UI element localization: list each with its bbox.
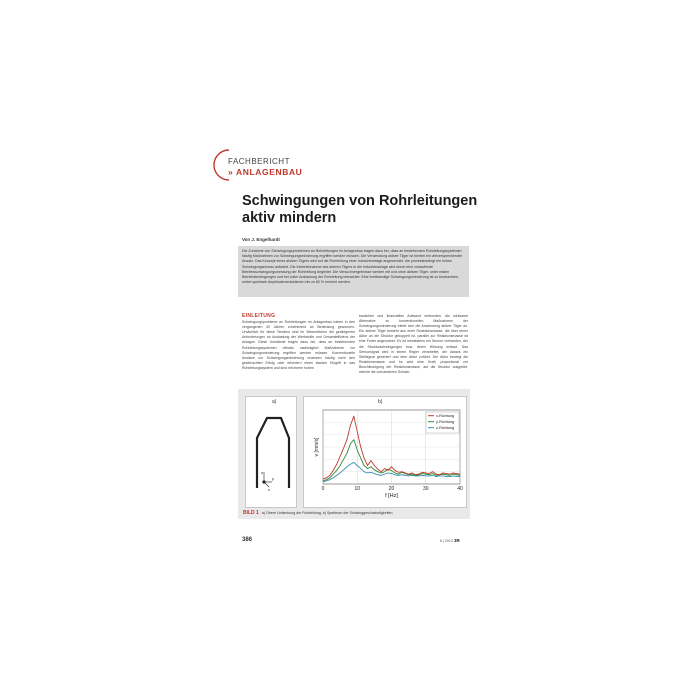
issue-info bbox=[440, 538, 460, 543]
article-author: Von J. Engelhardt bbox=[242, 237, 280, 242]
x-tick-label: 30 bbox=[422, 486, 429, 492]
figure-b-label: b) bbox=[378, 399, 383, 405]
caption-text: a) Obere Umlenkung der Rohrleitung, b) Spektrum der Schwinggeschwindigkeiten bbox=[261, 511, 393, 515]
article-title: Schwingungen von Rohrleitungen aktiv mindern bbox=[242, 193, 478, 226]
axis-label-y: y bbox=[272, 476, 274, 481]
abstract-text: Die Zunahme von Schwingungsproblemen an Rohrleitungen im Anlagenbau tragen dazu bei, dass an bestehenden Rohrleitungssystemen häufig Maßnahmen zur Schwingungsminderung ergriffen werden müssen. Die Verwendung aktiver Tilger ist hierbei ein vielversprechender Ansatz. Das Konzept eines aktiven Tilgers wird auf die Rohrleitung einer Industrieanlage angewendet, die prozessbedingt ein hohes Schwingungsniveau aufweist. Die Inbetriebnahme des aktiven Tilgers in der Industrieanlage wird durch eine vorlaufende Betriebsschwingungsmessung der Rohrleitung begleitet. Die Versuchsergebnisse werden mit und ohne aktiven Tilger, unter realen Betriebsbedingungen und bei voller Auslastung der Rohrleitung betrachtet. Eine breitbandige Schwingungsminderung ist zu beobachten, wobei spektrale Amplitudenreduktionen bis zu 60 % erreicht werden. bbox=[242, 249, 463, 285]
axis-label-x: x bbox=[268, 487, 270, 492]
section-kicker: FACHBERICHT bbox=[228, 157, 290, 166]
x-tick-label: 20 bbox=[388, 486, 395, 492]
axis-label-z: z bbox=[261, 470, 263, 475]
legend-label: y-Richtung bbox=[436, 420, 455, 424]
y-axis-label: v [mm/s] bbox=[314, 437, 320, 457]
journal-brand: 3R bbox=[453, 538, 460, 543]
pipe-sketch bbox=[245, 396, 295, 506]
body-text-1: Schwingungsprobleme an Rohrleitungen im Anlagenbau haben in den vergangenen 30 Jahren zunehmend an Bedeutung gewonnen. Ursächlich für diese Tendenz sind im Wesentlichen die gestiegenen Anforderungen an Auslastung der Werkstoffe und Gesamteffizienz der Anlagen. Diese Umstände tragen dazu bei, dass an bestehenden Rohrleitungssystemen oftmals nachträglich Maßnahmen zur Schwingungsminderung ergriffen werden müssen. Konventionelle Ansätze zur Schwingungsminderung erweisen häufig nicht den gewünschten Erfolg oder erfordern einen starken Eingriff in das Rohrleitungssystem und sind mit einem hohen bbox=[242, 320, 355, 370]
chart-legend bbox=[426, 412, 459, 433]
abstract-box bbox=[238, 246, 469, 297]
section-heading: EINLEITUNG bbox=[242, 313, 276, 319]
legend-label: z-Richtung bbox=[436, 426, 455, 430]
x-tick-label: 40 bbox=[457, 486, 463, 492]
figure-caption bbox=[243, 510, 392, 516]
x-tick-label: 10 bbox=[354, 486, 361, 492]
section-name: » ANLAGENBAU bbox=[228, 167, 303, 177]
body-text-2: baulichen und finanziellen Aufwand verbunden. Als wirksame Alternative zu konventionellen Maßnahmen der Schwingungsminderung bietet sich die Anwendung aktiver Tilger an. Ein aktiver Tilger besteht aus einer Reaktionsmasse, die über einen Aktor an die Struktur gekoppelt ist, parallel zur Reaktionsmasse ist eine Feder angeordnet. Es ist mindestens ein Sensor vorhanden, der die Strukturschwingungen bzw. deren Wirkung erfasst. Das Sensorsignal wird in einem Regler verarbeitet, der daraus ein Stellsignal generiert und dem Aktor zuführt. Der Aktor bewegt die Reaktionsmasse und es wird eine Kraft, proportional zur Beschleunigung der Reaktionsmasse, auf die Struktur ausgeübt, welche die vorhandenen Schwin- bbox=[359, 314, 468, 375]
x-axis-label: f [Hz] bbox=[385, 493, 398, 499]
body-column-1 bbox=[242, 314, 355, 371]
legend-label: x-Richtung bbox=[436, 414, 455, 418]
body-column-2 bbox=[359, 314, 468, 375]
issue-number: 6 | 2013 bbox=[440, 539, 453, 543]
caption-label: BILD 1 bbox=[243, 510, 259, 516]
page-number: 386 bbox=[242, 537, 253, 543]
figure-a-label: a) bbox=[272, 399, 277, 405]
x-tick-label: 0 bbox=[321, 486, 325, 492]
spectrum-chart bbox=[303, 396, 465, 506]
